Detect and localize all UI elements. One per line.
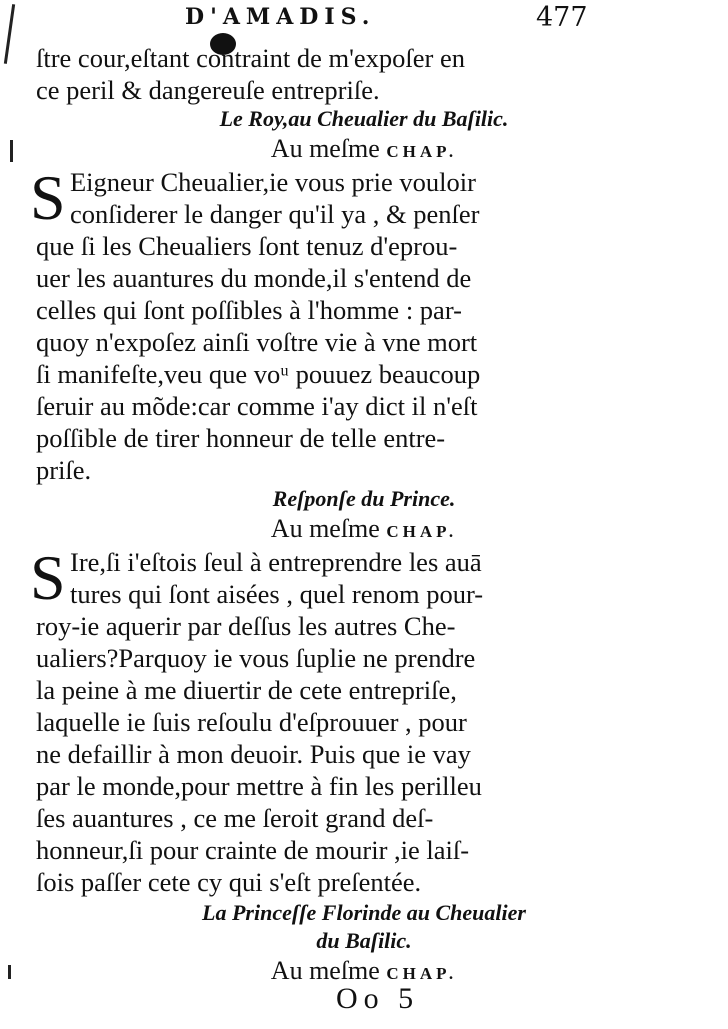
text-line: honneur,ſi pour crainte de mourir ,ie laiſ-	[36, 835, 470, 865]
text-line: laquelle ie ſuis reſoulu d'eſprouuer , pour	[36, 707, 467, 737]
text-line: quoy n'expoſez ainſi voſtre vie à vne mort	[36, 327, 478, 357]
text-line: celles qui ſont poſſibles à l'homme : par-	[36, 295, 462, 325]
text-line: priſe.	[36, 455, 92, 485]
speech-rubric: Le Roy,au Cheualier du Baſilic.	[219, 106, 509, 131]
text-line: par le monde,pour mettre à fin les perilleu	[36, 771, 482, 801]
text-line: Eigneur Cheualier,ie vous prie vouloir	[70, 167, 476, 197]
text-line: ne defaillir à mon deuoir. Puis que ie vay	[36, 739, 471, 769]
text-line: ſi manifeſte,veu que voᵘ pouuez beaucoup	[36, 359, 481, 389]
text-line: la peine à me diuertir de cete entrepriſe,	[36, 675, 457, 705]
drop-cap: S	[30, 162, 66, 233]
text-line: poſſible de tirer honneur de telle entre-	[36, 423, 446, 453]
text-line: ualiers?Parquoy ie vous ſuplie ne prendre	[36, 643, 476, 673]
text-line: ce peril & dangereuſe entrepriſe.	[36, 75, 380, 105]
text-line: uer les auantures du monde,il s'entend de	[36, 263, 472, 293]
text-line: ſes auantures , ce me ſeroit grand deſ-	[36, 803, 434, 833]
text-line: tures qui ſont aisées , quel renom pour-	[70, 579, 484, 609]
text-line: Ire,ſi i'eſtois ſeul à entreprendre les auā	[70, 547, 482, 577]
speech-rubric: La Princeſſe Florinde au Cheualier	[202, 900, 526, 925]
chapter-label: CHAP.	[386, 522, 458, 541]
text-line: ſeruir au mõde:car comme i'ay dict il n'eſt	[36, 391, 478, 421]
running-head: D'AMADIS.	[185, 4, 376, 30]
chapter-prefix: Au meſme	[270, 134, 380, 163]
chapter-prefix: Au meſme	[270, 514, 380, 543]
chapter-label: CHAP.	[386, 142, 458, 161]
drop-cap: S	[30, 542, 66, 613]
chapter-prefix: Au meſme	[270, 956, 380, 985]
text-line: ſtre cour,eſtant contraint de m'expoſer en	[36, 43, 466, 73]
chapter-label: CHAP.	[386, 964, 458, 983]
signature-mark: Oo 5	[336, 982, 420, 1015]
chapter-reference	[0, 514, 728, 544]
page-number: 477	[536, 2, 588, 33]
speech-rubric: Reſponſe du Prince.	[272, 486, 456, 511]
chapter-reference	[0, 134, 728, 164]
page-header	[0, 2, 728, 38]
text-line: ſois paſſer cete cy qui s'eſt preſentée.	[36, 867, 422, 897]
text-line: que ſi les Cheualiers ſont tenuz d'eprou-	[36, 231, 458, 261]
text-line: conſiderer le danger qu'il ya , & penſer	[70, 199, 480, 229]
text-line: roy-ie aquerir par deſſus les autres Che-	[36, 611, 456, 641]
speech-rubric-continued: du Baſilic.	[316, 928, 412, 953]
